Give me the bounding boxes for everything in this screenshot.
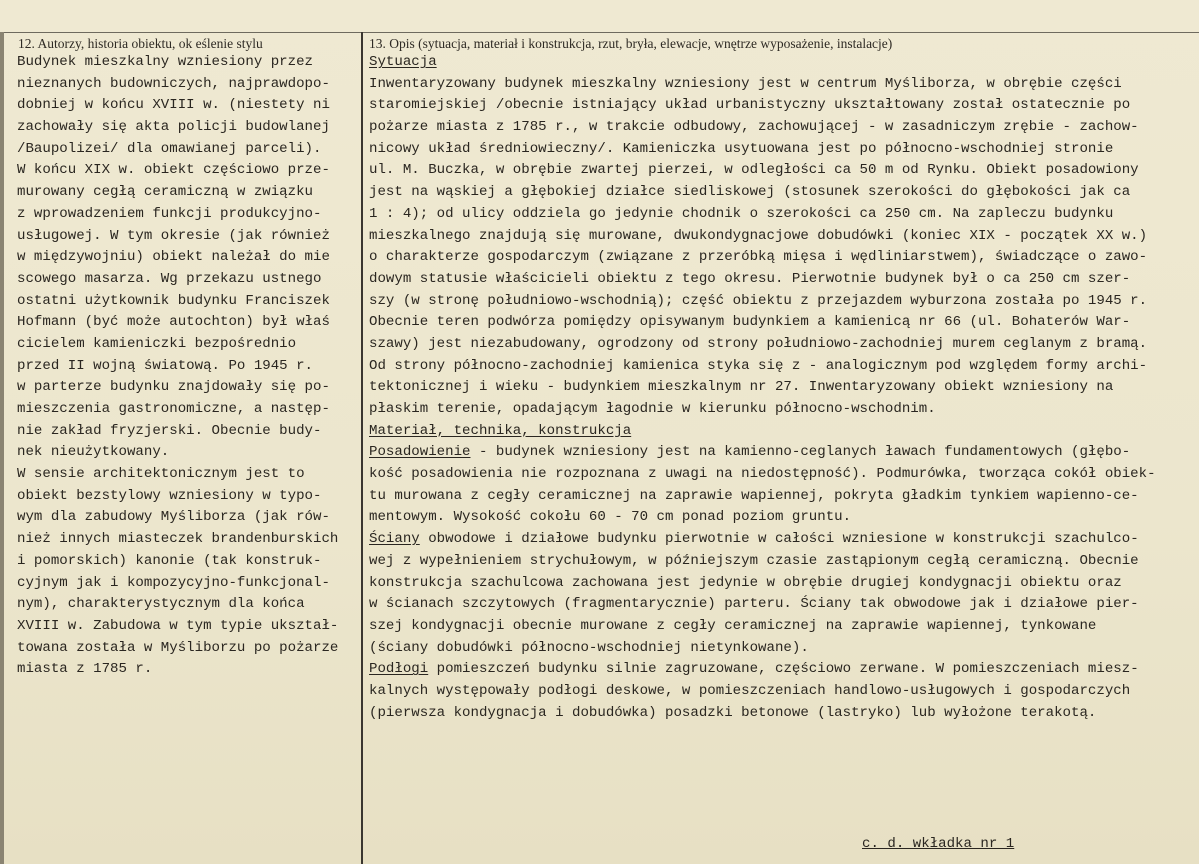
- paragraph-text: - budynek wzniesiony jest na kamienno-ceglanych ławach fundamentowych (głębo-: [470, 444, 1131, 461]
- history-text-line: W sensie architektonicznym jest to: [17, 466, 305, 483]
- paragraph-text: o charakterze gospodarczym (związane z przeróbką mięsa i wędliniarstwem), świadczące o zawo-: [369, 249, 1148, 266]
- description-text-line: [369, 703, 1194, 725]
- history-text-line: w parterze budynku znajdowały się po-: [17, 379, 330, 396]
- paragraph-text: staromiejskiej /obecnie istniający układ urbanistyczny ukształtowany został ostatecznie po: [369, 97, 1131, 114]
- section-heading: Sytuacja: [369, 54, 437, 70]
- description-text-line: [369, 573, 1194, 595]
- history-text-line: nieznanych budowniczych, najprawdopo-: [17, 75, 330, 92]
- paragraph-text: pomieszczeń budynku silnie zagruzowane, częściowo zerwane. W pomieszczeniach miesz-: [428, 661, 1139, 678]
- description-text-line: [369, 95, 1194, 117]
- section-13-header: 13. Opis (sytuacja, materiał i konstrukcja, rzut, bryła, elewacje, wnętrze wyposażenie, instalacje): [369, 36, 893, 51]
- description-text-line: [369, 312, 1194, 334]
- paragraph-text: (ściany dobudówki północno-wschodniej nietynkowane).: [369, 639, 809, 656]
- paragraph-text: płaskim terenie, opadającym łagodnie w kierunku północno-wschodnim.: [369, 401, 936, 417]
- continuation-note: c. d. wkładka nr 1: [862, 836, 1015, 852]
- description-text-line: [369, 247, 1194, 269]
- paragraph-text: konstrukcja szachulcowa zachowana jest jedynie w obrębie drugiej kondygnacji obiektu oraz: [369, 574, 1122, 591]
- paragraph-text: (pierwsza kondygnacja i dobudówka) posadzki betonowe (lastryko) lub wyłożone terakotą.: [369, 704, 1097, 721]
- description-text-line: [369, 334, 1194, 356]
- history-text-line: nież innych miasteczek brandenburskich: [17, 531, 339, 548]
- description-text-line: [369, 399, 1194, 421]
- paragraph-text: dowym statusie właścicieli obiektu z tego okresu. Pierwotnie budynek był o ca 250 cm szer-: [369, 270, 1131, 287]
- description-text-line: [369, 52, 1194, 74]
- paragraph-text: Obecnie teren podwórza pomiędzy opisywanym budynkiem a kamienicą nr 66 (ul. Bohaterów War-: [369, 314, 1131, 331]
- paragraph-text: szawy) jest niezabudowany, ogrodzony od strony południowo-zachodniej murem ceglanym z bramą.: [369, 335, 1148, 352]
- history-text-line: mieszczenia gastronomiczne, a następ-: [17, 401, 330, 417]
- description-text-line: [369, 139, 1194, 161]
- section-heading: Posadowienie: [369, 444, 471, 461]
- paragraph-text: mieszkalnego znajdują się murowane, dwukondygnacjowe dobudówki (koniec XIX - początek XX w.): [369, 227, 1148, 244]
- history-text-line: wym dla zabudowy Myśliborza (jak rów-: [17, 509, 330, 526]
- section-heading: Ściany: [369, 531, 420, 548]
- description-text-line: [369, 551, 1194, 573]
- description-text-line: [369, 442, 1194, 464]
- paragraph-text: nicowy układ średniowieczny/. Kamieniczka usytuowana jest po północno-wschodniej stronie: [369, 140, 1114, 157]
- description-column: [369, 52, 1194, 724]
- history-text-line: w międzywojniu) obiekt należał do mie: [17, 249, 330, 266]
- history-text-line: nie zakład fryzjerski. Obecnie budy-: [17, 422, 322, 439]
- paragraph-text: jest na wąskiej a głębokiej działce siedliskowej (stosunek szerokości do głębokości jak ca: [369, 184, 1131, 201]
- description-text-line: [369, 160, 1194, 182]
- paragraph-text: obwodowe i działowe budynku pierwotnie w całości wzniesione w konstrukcji szachulco-: [419, 531, 1139, 548]
- description-text-line: [369, 507, 1194, 529]
- history-text-line: usługowej. W tym okresie (jak również: [17, 227, 330, 244]
- description-text-line: [369, 204, 1194, 226]
- left-edge-rule: [0, 32, 4, 864]
- history-text-line: murowany cegłą ceramiczną w związku: [17, 184, 314, 201]
- paragraph-text: szy (w stronę południowo-wschodnią); część obiektu z przejazdem wyburzona została po 1945 r.: [369, 292, 1148, 309]
- paragraph-text: Inwentaryzowany budynek mieszkalny wzniesiony jest w centrum Myśliborza, w obrębie części: [369, 75, 1122, 92]
- top-rule: [0, 32, 1199, 33]
- section-12-header: 12. Autorzy, historia obiektu, ok eślenie stylu: [18, 36, 263, 51]
- history-text-line: nym), charakterystycznym dla końca: [17, 596, 305, 613]
- description-text-line: [369, 616, 1194, 638]
- description-text-line: [369, 529, 1194, 551]
- history-text-line: Budynek mieszkalny wzniesiony przez: [17, 54, 314, 70]
- history-text-line: cyjnym jak i kompozycyjno-funkcjonal-: [17, 574, 330, 591]
- history-text-line: W końcu XIX w. obiekt częściowo prze-: [17, 162, 330, 179]
- paragraph-text: mentowym. Wysokość cokołu 60 - 70 cm ponad poziom gruntu.: [369, 509, 852, 526]
- history-text-line: cicielem kamieniczki bezpośrednio: [17, 335, 297, 352]
- description-text-line: [369, 594, 1194, 616]
- history-column: [17, 52, 359, 681]
- section-heading: Materiał, technika, konstrukcja: [369, 422, 632, 439]
- paragraph-text: kość posadowienia nie rozpoznana z uwagi na niedostępność). Podmurówka, tworząca cokół obiek-: [369, 466, 1156, 483]
- paragraph-text: tektonicznej i wieku - budynkiem mieszkalnym nr 27. Inwentaryzowany obiekt wzniesiony na: [369, 379, 1114, 396]
- description-text-line: [369, 638, 1194, 660]
- history-text-line: i pomorskich) kanonie (tak konstruk-: [17, 552, 322, 569]
- description-text-line: [369, 291, 1194, 313]
- history-text-line: dobniej w końcu XVIII w. (niestety ni: [17, 97, 330, 114]
- description-text-line: [369, 182, 1194, 204]
- description-text-line: [369, 377, 1194, 399]
- history-text-line: zachowały się akta policji budowlanej: [17, 119, 330, 136]
- paragraph-text: tu murowana z cegły ceramicznej na zaprawie wapiennej, pokryta gładkim tynkiem wapienno-ce-: [369, 487, 1139, 504]
- history-text-line: z wprowadzeniem funkcji produkcyjno-: [17, 205, 322, 222]
- paragraph-text: Od strony północno-zachodniej kamienica styka się z - analogicznym pod względem formy archi-: [369, 357, 1148, 374]
- section-heading: Podłogi: [369, 661, 429, 678]
- description-text-line: [369, 74, 1194, 96]
- paragraph-text: ul. M. Buczka, w obrębie zwartej pierzei, w odległości ca 50 m od Rynku. Obiekt posadowiony: [369, 162, 1139, 179]
- history-text-line: miasta z 1785 r.: [17, 661, 153, 678]
- paragraph-text: kalnych występowały podłogi deskowe, w pomieszczeniach handlowo-usługowych i gospodarczych: [369, 682, 1131, 699]
- description-text-line: [369, 421, 1194, 443]
- paragraph-text: 1 : 4); od ulicy oddziela go jedynie chodnik o szerokości ca 250 cm. Na zapleczu budynku: [369, 205, 1114, 222]
- history-text-line: obiekt bezstylowy wzniesiony w typo-: [17, 487, 322, 504]
- history-text-line: towana została w Myśliborzu po pożarze: [17, 639, 339, 656]
- history-text-line: XVIII w. Zabudowa w tym typie ukształ-: [17, 617, 339, 634]
- description-text-line: [369, 486, 1194, 508]
- paragraph-text: szej kondygnacji obecnie murowane z cegły ceramicznej na zaprawie wapiennej, tynkowane: [369, 617, 1097, 634]
- description-text-line: [369, 356, 1194, 378]
- description-text-line: [369, 269, 1194, 291]
- history-text-line: scowego masarza. Wg przekazu ustnego: [17, 270, 322, 287]
- description-text-line: [369, 464, 1194, 486]
- history-text-line: nek nieużytkowany.: [17, 444, 170, 461]
- description-text-line: [369, 226, 1194, 248]
- column-divider: [361, 32, 363, 864]
- history-text-line: Hofmann (być może autochton) był właś: [17, 314, 330, 331]
- description-text-line: [369, 681, 1194, 703]
- paragraph-text: pożarze miasta z 1785 r., w trakcie odbudowy, zachowującej - w zasadniczym zrębie - zachow-: [369, 119, 1139, 136]
- description-text-line: [369, 659, 1194, 681]
- history-text-line: przed II wojną światową. Po 1945 r.: [17, 357, 314, 374]
- description-text-line: [369, 117, 1194, 139]
- paragraph-text: w ścianach szczytowych (fragmentarycznie) parteru. Ściany tak obwodowe jak i działowe pier-: [369, 596, 1139, 613]
- history-text-line: /Baupolizei/ dla omawianej parceli).: [17, 140, 322, 157]
- paragraph-text: wej z wypełnieniem strychułowym, w późniejszym czasie zastąpionym cegłą ceramiczną. Obecnie: [369, 552, 1139, 569]
- history-text-line: ostatni użytkownik budynku Franciszek: [17, 292, 330, 309]
